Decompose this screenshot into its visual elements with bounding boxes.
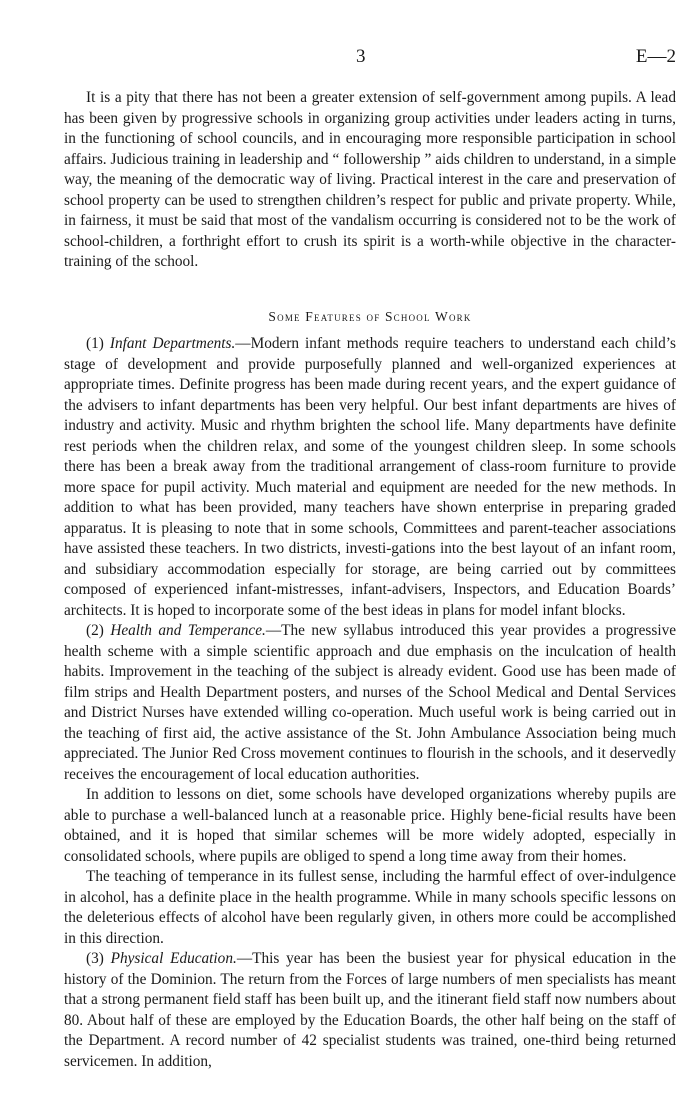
physical-education-paragraph	[64, 949, 676, 1072]
section-title: Health and Temperance.	[110, 622, 266, 639]
section-title: Physical Education.	[110, 950, 237, 967]
health-temperance-paragraph	[64, 621, 676, 785]
temperance-paragraph: The teaching of temperance in its fullest sense, including the harmful effect of over-indulgence in alcohol, has a definite place in the health programme. While in many schools specific lessons on the deleterious effects of alcohol have been regularly given, in others more could be accomplished in this direction.	[64, 868, 676, 947]
document-body	[64, 88, 676, 1072]
page-number: 3	[356, 46, 366, 67]
section-number: (3)	[86, 950, 104, 967]
section-heading: Some Features of School Work	[268, 308, 472, 324]
page-header	[64, 46, 676, 70]
section-text: —This year has been the busiest year for physical education in the history of the Dominion. The return from the Forces of large numbers of men specialists has meant that a strong permanent field staff has been built up, and the itinerant field staff now numbers about 80. About half of these are employed by the Education Boards, the other half being on the staff of the Department. A record number of 42 specialist students was trained, one-third being returned servicemen. In addition,	[64, 950, 676, 1070]
section-number: (2)	[86, 622, 104, 639]
section-title: Infant Departments.	[109, 335, 236, 352]
section-text: —The new syllabus introduced this year provides a progressive health scheme with a simple scientific approach and due emphasis on the inculcation of health habits. Improvement in the teaching of the subject is already evident. Good use has been made of film strips and Health Department posters, and nurses of the School Medical and Dental Services and District Nurses have extended willing co-operation. Much useful work is being carried out in the teaching of first aid, the active assistance of the St. John Ambulance Association being much appreciated. The Junior Red Cross movement continues to flourish in the schools, and it deservedly receives the encouragement of local education authorities.	[64, 622, 677, 783]
infant-departments-paragraph	[64, 334, 676, 621]
section-number: (1)	[86, 335, 104, 352]
section-text: —Modern infant methods require teachers to understand each child’s stage of development and provide purposefully planned and well-organized experiences at appropriate times. Definite progress has been made during recent years, and the expert guidance of the advisers to infant departments has been very helpful. Our best infant departments are hives of industry and activity. Music and rhythm brighten the school life. Many departments have definite rest periods when the children relax, and some of the youngest children sleep. In some schools there has been a break away from the traditional arrangement of class-room furniture to provide more space for pupil activity. Much material and equipment are needed for the new methods. In addition to what has been provided, many teachers have shown enterprise in preparing graded apparatus. It is pleasing to note that in some schools, Committees and parent-teacher associations have assisted these teachers. In two districts, investi-gations into the best layout of an infant room, and subsidiary accommodation especially for storage, are being carried out by committees composed of experienced infant-mistresses, infant-advisers, Inspectors, and Education Boards’ architects. It is hoped to incorporate some of the best ideas in plans for model infant blocks.	[64, 335, 676, 619]
document-reference: E—2	[635, 46, 676, 67]
diet-paragraph: In addition to lessons on diet, some schools have developed organizations whereby pupils are able to purchase a well-balanced lunch at a reasonable price. Highly bene-ficial results have been obtained, and it is hoped that similar schemes will be more widely adopted, especially in consolidated schools, where pupils are obliged to spend a long time away from their homes.	[64, 786, 676, 865]
intro-paragraph: It is a pity that there has not been a greater extension of self-government among pupils. A lead has been given by progressive schools in organizing group activities under leaders acting in turns, in the functioning of school councils, and in encouraging more responsible participation in school affairs. Judicious training in leadership and “ followership ” aids children to understand, in a simple way, the meaning of the democratic way of living. Practical interest in the care and preservation of school property can be used to strengthen children’s respect for public and private property. While, in fairness, it must be said that most of the vandalism occurring is considered not to be the work of school-children, a forthright effort to crush its spirit is a worth-while objective in the character-training of the school.	[64, 89, 676, 270]
